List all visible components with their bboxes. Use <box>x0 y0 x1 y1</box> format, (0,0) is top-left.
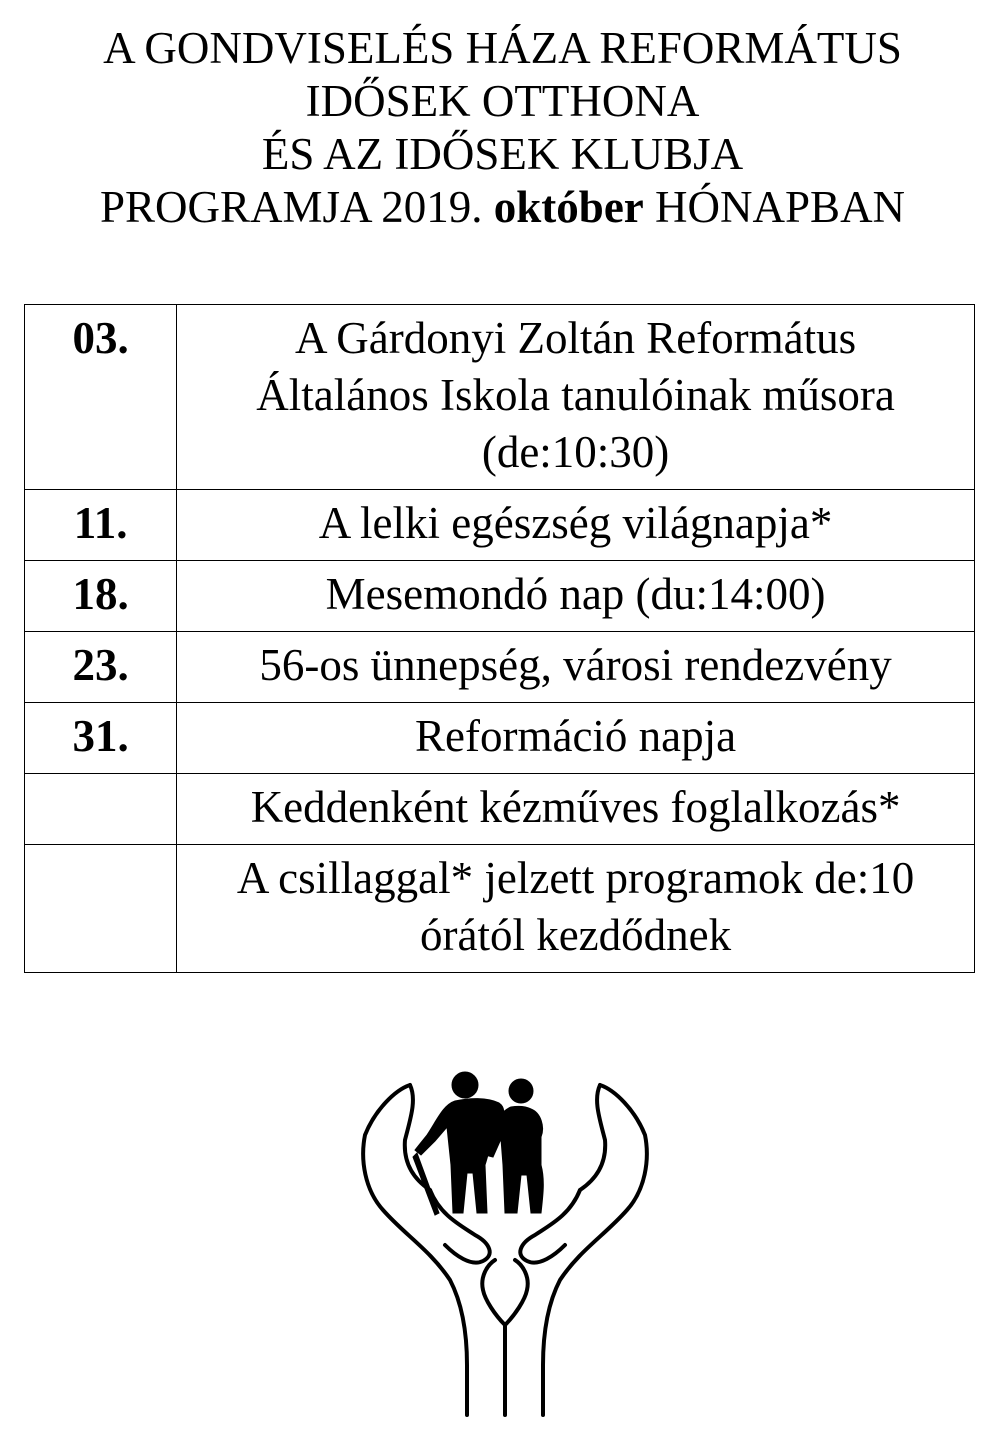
table-row <box>25 305 975 490</box>
day-cell: 03. <box>25 305 177 490</box>
event-cell <box>177 774 975 845</box>
title-suffix: HÓNAPBAN <box>655 182 906 232</box>
event-cell <box>177 561 975 632</box>
event-line: órától kezdődnek <box>420 910 732 960</box>
table-row <box>25 632 975 703</box>
title-line-2: IDŐSEK OTTHONA <box>305 76 700 126</box>
event-cell <box>177 845 975 973</box>
title-line-3: ÉS AZ IDŐSEK KLUBJA <box>261 129 744 179</box>
day-cell: 11. <box>25 490 177 561</box>
event-line: A Gárdonyi Zoltán Református <box>295 313 857 363</box>
event-cell <box>177 490 975 561</box>
day-cell <box>25 774 177 845</box>
title-month: október <box>493 182 644 232</box>
table-row <box>25 490 975 561</box>
table-row <box>25 774 975 845</box>
event-line: 56-os ünnepség, városi rendezvény <box>259 640 892 690</box>
table-row <box>25 703 975 774</box>
table-row <box>25 561 975 632</box>
event-cell <box>177 305 975 490</box>
title-line-1: A GONDVISELÉS HÁZA REFORMÁTUS <box>103 23 902 73</box>
event-line: A csillaggal* jelzett programok de:10 <box>236 853 915 903</box>
event-cell <box>177 703 975 774</box>
program-table <box>24 304 975 973</box>
day-cell <box>25 845 177 973</box>
table-row <box>25 845 975 973</box>
event-line: A lelki egészség világnapja* <box>318 498 833 548</box>
day-cell: 31. <box>25 703 177 774</box>
day-cell: 23. <box>25 632 177 703</box>
event-line: Reformáció napja <box>415 711 737 761</box>
event-line: Általános Iskola tanulóinak műsora <box>256 370 895 420</box>
page-title <box>0 22 1005 234</box>
day-cell: 18. <box>25 561 177 632</box>
event-line: Keddenként kézműves foglalkozás* <box>250 782 901 832</box>
event-cell <box>177 632 975 703</box>
event-line: Mesemondó nap (du:14:00) <box>325 569 826 619</box>
event-line: (de:10:30) <box>481 427 670 477</box>
title-line-4 <box>0 181 1005 234</box>
title-prefix: PROGRAMJA 2019. <box>99 182 483 232</box>
caring-hands-elderly-couple-icon <box>355 1065 655 1425</box>
